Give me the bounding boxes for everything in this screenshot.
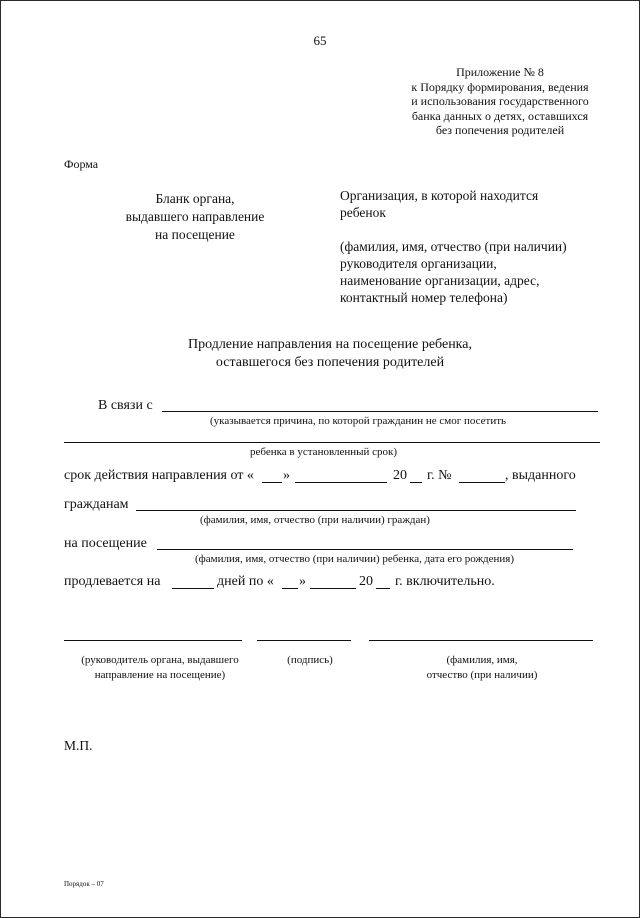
visit-hint: (фамилия, имя, отчество (при наличии) ребенка, дата его рождения) [195, 553, 515, 565]
name-signature-line[interactable] [369, 640, 593, 641]
validity-quote-close: » [283, 468, 290, 483]
until-year-prefix: 20 [359, 574, 373, 589]
direction-number-field[interactable] [459, 482, 505, 483]
document-title [100, 336, 560, 372]
validity-number-label: г. № [427, 468, 452, 483]
head-signature-hint [60, 653, 260, 683]
signature-line[interactable] [257, 640, 351, 641]
issuer-line: выдавшего направление [125, 209, 265, 224]
issuer-line: на посещение [155, 227, 235, 242]
signature-hint-text: (подпись) [287, 654, 333, 666]
org-line-spacer [340, 221, 567, 238]
validity-prefix: срок действия направления от « [64, 468, 254, 483]
org-line: Организация, в которой находится [340, 188, 539, 203]
title-line: Продление направления на посещение ребенка, [187, 337, 472, 352]
until-month-field[interactable] [310, 588, 356, 589]
footer-code: Порядок – 07 [64, 880, 104, 888]
until-day-field[interactable] [282, 588, 298, 589]
in-connection-label: В связи с [98, 398, 153, 413]
validity-month-field[interactable] [295, 482, 387, 483]
citizens-label: гражданам [64, 497, 129, 512]
reason-field[interactable] [162, 411, 598, 412]
inclusive-label: г. включительно. [395, 574, 495, 589]
extended-label: продлевается на [64, 574, 161, 589]
head-hint-line: направление на посещение) [94, 669, 226, 681]
appendix-line: без попечения родителей [435, 123, 565, 137]
issued-label: , выданного [505, 468, 576, 483]
name-hint-line: (фамилия, имя, [446, 654, 518, 666]
appendix-line: к Порядку формирования, ведения [411, 79, 589, 94]
validity-year-field[interactable] [410, 482, 422, 483]
appendix-line: и использования государственного [411, 94, 589, 108]
name-signature-hint [392, 653, 572, 683]
days-label: дней по « [217, 574, 274, 589]
form-label: Форма [64, 157, 99, 171]
org-line: руководителя организации, [340, 256, 497, 271]
name-hint-line: отчество (при наличии) [426, 669, 538, 681]
days-quote-close: » [299, 574, 306, 589]
appendix-line: банка данных о детях, оставшихся [411, 108, 589, 123]
org-line: наименование организации, адрес, [340, 273, 540, 288]
organization-block [340, 187, 567, 306]
issuer-line: Бланк органа, [155, 191, 235, 206]
reason-hint-continued: ребенка в установленный срок) [250, 446, 398, 458]
until-year-field[interactable] [376, 588, 390, 589]
visit-label: на посещение [64, 536, 147, 551]
visit-field[interactable] [157, 549, 573, 550]
page-number: 65 [313, 33, 327, 48]
validity-year-prefix: 20 [393, 468, 407, 483]
extension-days-field[interactable] [172, 588, 214, 589]
seal-label: М.П. [64, 738, 93, 753]
citizens-hint: (фамилия, имя, отчество (при наличии) граждан) [200, 514, 430, 526]
org-line: контактный номер телефона) [340, 290, 508, 305]
reason-hint: (указывается причина, по которой гражданин не смог посетить [210, 415, 507, 427]
head-signature-line[interactable] [64, 640, 242, 641]
signature-hint [262, 653, 358, 668]
appendix-line: Приложение № 8 [456, 65, 544, 79]
issuer-block [110, 190, 280, 244]
title-line: оставшегося без попечения родителей [215, 355, 445, 370]
org-line: (фамилия, имя, отчество (при наличии) [340, 239, 567, 254]
citizens-field[interactable] [136, 510, 576, 511]
head-hint-line: (руководитель органа, выдавшего [81, 654, 239, 666]
org-line: ребенок [340, 205, 386, 220]
reason-field-continued[interactable] [64, 442, 600, 443]
validity-day-field[interactable] [262, 482, 282, 483]
appendix-header [380, 65, 620, 138]
